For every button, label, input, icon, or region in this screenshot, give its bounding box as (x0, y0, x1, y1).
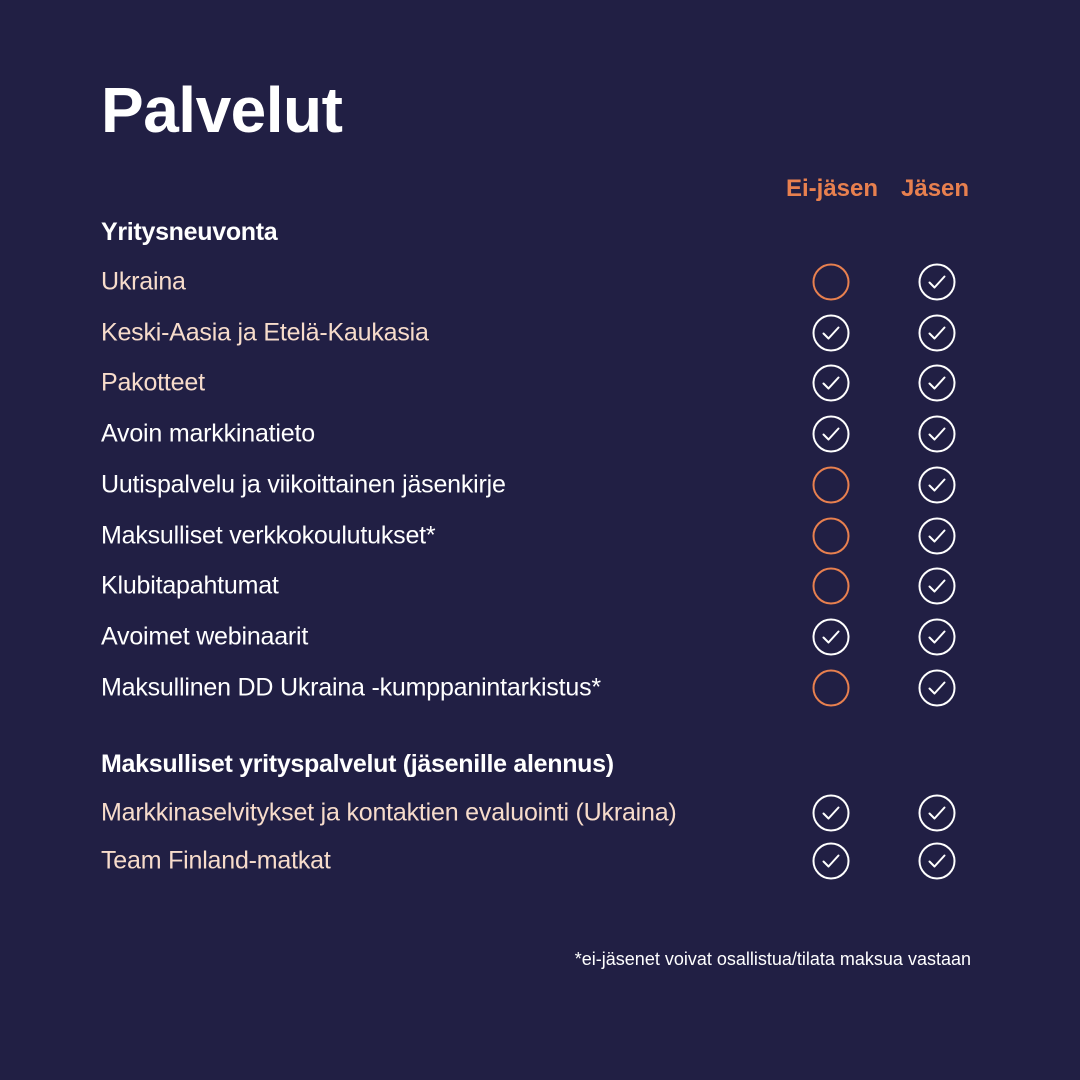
service-row (0, 793, 1080, 833)
check-circle-icon (918, 466, 956, 504)
check-circle-icon (918, 567, 956, 605)
check-circle-icon (812, 314, 850, 352)
service-row (0, 414, 1080, 454)
service-label: Klubitapahtumat (101, 571, 279, 600)
check-circle-icon (918, 669, 956, 707)
service-row (0, 465, 1080, 505)
service-row (0, 668, 1080, 708)
empty-circle-icon (812, 263, 850, 301)
check-circle-icon (812, 618, 850, 656)
footnote: *ei-jäsenet voivat osallistua/tilata maksua vastaan (574, 949, 971, 969)
service-row (0, 363, 1080, 403)
section-heading-maksulliset-yrityspalvelut: Maksulliset yrityspalvelut (jäsenille alennus) (101, 750, 614, 778)
service-label: Maksullinen DD Ukraina -kumppanintarkistus* (101, 673, 601, 702)
service-row (0, 841, 1080, 881)
service-label: Avoimet webinaarit (101, 622, 309, 651)
check-circle-icon (812, 364, 850, 402)
empty-circle-icon (812, 669, 850, 707)
service-row (0, 566, 1080, 606)
check-circle-icon (812, 842, 850, 880)
service-label: Team Finland-matkat (101, 846, 331, 875)
check-circle-icon (918, 263, 956, 301)
service-label: Avoin markkinatieto (101, 419, 315, 448)
column-header-member: Jäsen (901, 175, 970, 202)
check-circle-icon (918, 517, 956, 555)
service-row (0, 516, 1080, 556)
service-label: Keski-Aasia ja Etelä-Kaukasia (101, 318, 429, 347)
check-circle-icon (918, 415, 956, 453)
section-heading-yritysneuvonta: Yritysneuvonta (101, 218, 278, 246)
service-label: Maksulliset verkkokoulutukset* (101, 521, 436, 550)
check-circle-icon (918, 314, 956, 352)
empty-circle-icon (812, 517, 850, 555)
service-label: Uutispalvelu ja viikoittainen jäsenkirje (101, 470, 506, 499)
service-label: Ukraina (101, 267, 186, 296)
service-row (0, 617, 1080, 657)
service-label: Pakotteet (101, 368, 205, 397)
column-header-nonmember: Ei-jäsen (786, 175, 879, 202)
check-circle-icon (918, 842, 956, 880)
check-circle-icon (812, 415, 850, 453)
service-label: Markkinaselvitykset ja kontaktien evaluointi (Ukraina) (101, 798, 677, 827)
check-circle-icon (918, 794, 956, 832)
empty-circle-icon (812, 567, 850, 605)
check-circle-icon (918, 364, 956, 402)
page-title: Palvelut (101, 74, 343, 146)
check-circle-icon (918, 618, 956, 656)
check-circle-icon (812, 794, 850, 832)
empty-circle-icon (812, 466, 850, 504)
service-row (0, 313, 1080, 353)
service-row (0, 262, 1080, 302)
